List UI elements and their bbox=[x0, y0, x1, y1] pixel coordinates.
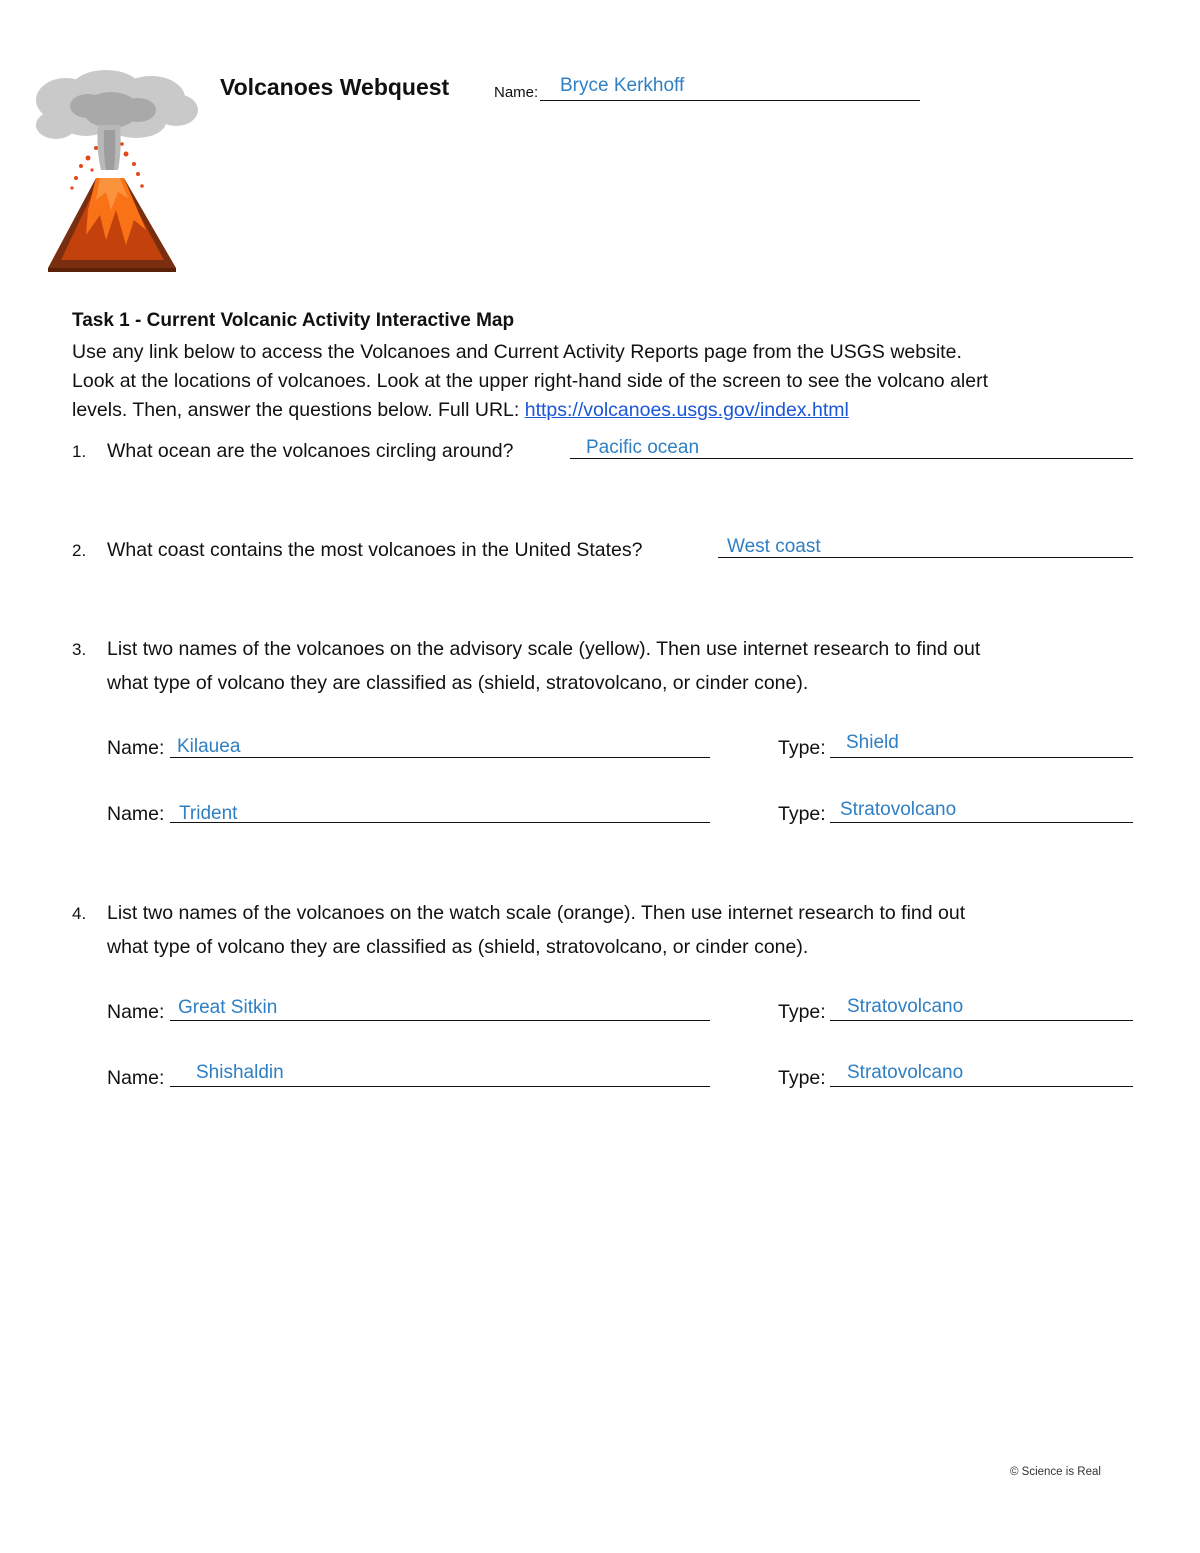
question-3-text-line-1: List two names of the volcanoes on the advisory scale (yellow). Then use internet research to find out bbox=[107, 638, 981, 660]
page-title: Volcanoes Webquest bbox=[220, 74, 450, 100]
question-3-row-1-name-field[interactable]: Kilauea bbox=[177, 736, 241, 757]
question-4-row-1-type-label: Type: bbox=[778, 1001, 826, 1023]
instructions-line-2: Look at the locations of volcanoes. Look at the upper right-hand side of the screen to see the volcano alert bbox=[72, 370, 989, 392]
copyright-footer: © Science is Real bbox=[1010, 1466, 1101, 1478]
question-1-number: 1. bbox=[72, 442, 87, 461]
question-4-text-line-2: what type of volcano they are classified as (shield, stratovolcano, or cinder cone). bbox=[107, 936, 809, 958]
instructions-line-1: Use any link below to access the Volcanoes and Current Activity Reports page from the USGS website. bbox=[72, 341, 962, 363]
student-name-field[interactable]: Bryce Kerkhoff bbox=[560, 75, 685, 96]
question-4-row-2-name-line bbox=[170, 1086, 710, 1087]
question-3-row-2-name-label: Name: bbox=[107, 803, 165, 825]
question-2-answer-field[interactable]: West coast bbox=[727, 536, 821, 557]
question-4-row-1-name-line bbox=[170, 1020, 710, 1021]
instructions-line-3 bbox=[72, 396, 1152, 425]
question-3-row-2-type-line bbox=[830, 822, 1133, 823]
question-4-number: 4. bbox=[72, 904, 87, 923]
question-4-row-2-type-label: Type: bbox=[778, 1067, 826, 1089]
question-2-text: What coast contains the most volcanoes in the United States? bbox=[107, 539, 643, 561]
question-4-row-2-type-field[interactable]: Stratovolcano bbox=[847, 1062, 964, 1083]
question-3-row-1-name-line bbox=[170, 757, 710, 758]
task1-title: Task 1 - Current Volcanic Activity Interactive Map bbox=[72, 310, 515, 331]
task1-instructions bbox=[72, 338, 1152, 425]
question-3-row-1-type-field[interactable]: Shield bbox=[846, 732, 899, 753]
question-3-row-2-name-line bbox=[170, 822, 710, 823]
question-4-row-1-type-line bbox=[830, 1020, 1133, 1021]
question-3-row-1-name-label: Name: bbox=[107, 737, 165, 759]
question-4-row-1-name-label: Name: bbox=[107, 1001, 165, 1023]
question-3-row-2-type-label: Type: bbox=[778, 803, 826, 825]
question-4-text-line-1: List two names of the volcanoes on the watch scale (orange). Then use internet research to find out bbox=[107, 902, 966, 924]
student-name-line bbox=[540, 100, 920, 101]
question-4-row-2-type-line bbox=[830, 1086, 1133, 1087]
question-1-text: What ocean are the volcanoes circling around? bbox=[107, 440, 514, 462]
question-3-row-2-type-field[interactable]: Stratovolcano bbox=[840, 799, 957, 820]
question-3-text-line-2: what type of volcano they are classified as (shield, stratovolcano, or cinder cone). bbox=[107, 672, 809, 694]
question-4-row-1-type-field[interactable]: Stratovolcano bbox=[847, 996, 964, 1017]
question-4-row-2-name-label: Name: bbox=[107, 1067, 165, 1089]
usgs-url-link[interactable]: https://volcanoes.usgs.gov/index.html bbox=[524, 399, 849, 421]
question-3-row-2-name-field[interactable]: Trident bbox=[179, 803, 238, 824]
question-3-row-1-type-label: Type: bbox=[778, 737, 826, 759]
question-2-number: 2. bbox=[72, 541, 87, 560]
question-4-row-1-name-field[interactable]: Great Sitkin bbox=[178, 997, 278, 1018]
question-4-row-2-name-field[interactable]: Shishaldin bbox=[196, 1062, 284, 1083]
question-3-row-1-type-line bbox=[830, 757, 1133, 758]
student-name-label: Name: bbox=[494, 84, 539, 101]
question-3-number: 3. bbox=[72, 640, 87, 659]
question-1-answer-field[interactable]: Pacific ocean bbox=[586, 437, 700, 458]
volcano-illustration bbox=[26, 70, 206, 275]
instructions-line-3-text: levels. Then, answer the questions below. Full URL: bbox=[72, 399, 525, 421]
